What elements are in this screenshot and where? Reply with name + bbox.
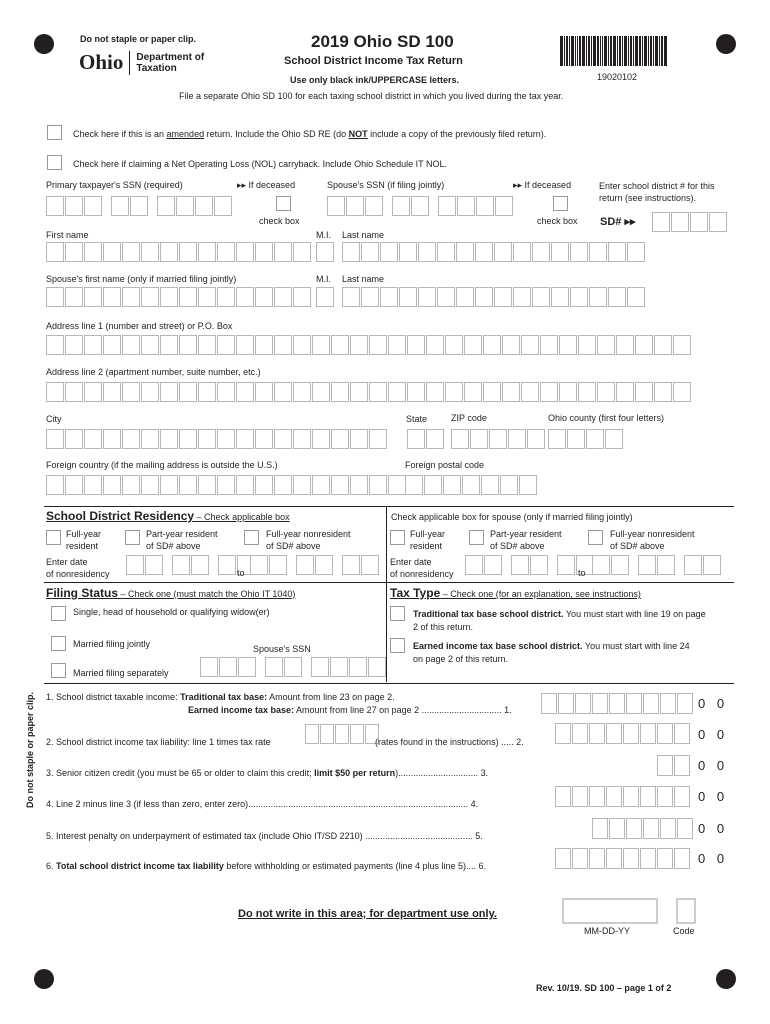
spouse-ssn-mfs-field[interactable] [200, 657, 387, 677]
line6-amount[interactable] [555, 848, 691, 869]
nonresidency-date-to[interactable] [250, 555, 380, 575]
amended-label: Check here if this is an amended return. Include the Ohio SD RE (do NOT include a copy of the previously filed return). [73, 129, 547, 139]
registration-dot-top-right [716, 34, 736, 54]
line4-amount[interactable] [555, 786, 691, 807]
mi-field[interactable] [316, 242, 335, 262]
county-label: Ohio county (first four letters) [548, 413, 665, 423]
nol-checkbox[interactable] [47, 155, 62, 170]
married-separately-checkbox[interactable] [51, 663, 66, 678]
last-name-label: Last name [342, 230, 385, 240]
full-year-nonresident-checkbox[interactable] [244, 530, 259, 545]
check-box-label: check box [259, 216, 300, 226]
address1-label: Address line 1 (number and street) or P.O. Box [46, 321, 233, 331]
zip-field[interactable] [451, 429, 546, 449]
spouse-ssn-mfs-label: Spouse's SSN [253, 644, 311, 654]
staple-note: Do not staple or paper clip. [80, 34, 197, 44]
deceased-spouse-checkbox[interactable] [553, 196, 568, 211]
part-year-resident-label: Part-year resident of SD# above [146, 529, 218, 551]
traditional-tax-base-label: Traditional tax base school district. You must start with line 19 on page 2 of this return. [413, 609, 706, 632]
line1-cents: 0 0 [698, 696, 729, 711]
tax-rate-field[interactable] [305, 724, 380, 744]
department-date-box [562, 898, 658, 924]
check-box-spouse-label: check box [537, 216, 578, 226]
file-note: File a separate Ohio SD 100 for each taxing school district in which you lived during the tax year. [179, 91, 564, 101]
revision-note: Rev. 10/19. SD 100 – page 1 of 2 [536, 983, 672, 993]
line1-label: 1. School district taxable income: Traditional tax base: Amount from line 23 on page 2. Earned income tax base: Amount from line 27 on page 2 ................................ 1. [46, 692, 512, 715]
city-label: City [46, 414, 62, 424]
section-divider [44, 506, 734, 507]
tax-type-title: Tax Type – Check one (for an explanation, see instructions) [390, 586, 641, 600]
department-use-note: Do not write in this area; for department use only. [238, 908, 497, 920]
zip-label: ZIP code [451, 413, 487, 423]
line1-amount[interactable] [541, 693, 694, 714]
ohio-logo [79, 50, 204, 75]
line5-amount[interactable] [592, 818, 694, 839]
ink-note: Use only black ink/UPPERCASE letters. [290, 75, 460, 85]
line6-label: 6. Total school district income tax liability before withholding or estimated payments (line 4 plus line 5).... 6. [46, 861, 487, 871]
state-label: State [406, 414, 428, 424]
residency-spouse-note: Check applicable box for spouse (only if married filing jointly) [391, 512, 633, 522]
barcode [560, 36, 668, 66]
spouse-last-name-label: Last name [342, 274, 385, 284]
registration-dot-bottom-left [34, 969, 54, 989]
residency-title: School District Residency – Check applicable box [46, 509, 290, 523]
traditional-tax-base-checkbox[interactable] [390, 606, 405, 621]
line4-cents: 0 0 [698, 789, 729, 804]
earned-income-tax-base-label: Earned income tax base school district. You must start with line 24 on page 2 of this return. [413, 641, 690, 664]
side-staple-note: Do not staple or paper clip. [25, 691, 36, 809]
spouse-last-name-field[interactable] [342, 287, 646, 307]
filing-status-title: Filing Status – Check one (must match the Ohio IT 1040) [46, 586, 296, 600]
foreign-postal-field[interactable] [405, 475, 538, 495]
section-divider-2 [44, 582, 734, 583]
earned-income-tax-base-checkbox[interactable] [390, 638, 405, 653]
date-format-label: MM-DD-YY [584, 926, 630, 936]
line4-label: 4. Line 2 minus line 3 (if less than zero, enter zero)........................................................................................ 4. [46, 799, 479, 809]
line3-cents: 0 0 [698, 758, 729, 773]
section-divider-3 [44, 683, 734, 684]
logo-divider [129, 51, 130, 75]
spouse-nonresidency-date-from[interactable] [465, 555, 595, 575]
spouse-first-name-field[interactable] [46, 287, 312, 307]
married-jointly-checkbox[interactable] [51, 636, 66, 651]
registration-dot-bottom-right [716, 969, 736, 989]
spouse-ssn-field[interactable] [327, 196, 514, 216]
spouse-full-year-resident-checkbox[interactable] [390, 530, 405, 545]
form-number: 19020102 [597, 72, 638, 82]
single-label: Single, head of household or qualifying widow(er) [73, 607, 270, 617]
department-name: Department of Taxation [136, 51, 205, 74]
single-checkbox[interactable] [51, 606, 66, 621]
line2-amount[interactable] [555, 723, 691, 744]
spouse-to-label: to [578, 568, 586, 578]
line5-cents: 0 0 [698, 821, 729, 836]
school-district-note: Enter school district # for this return (see instructions). [599, 181, 715, 203]
if-deceased-spouse-label: ▸▸ If deceased [513, 180, 572, 190]
primary-ssn-label: Primary taxpayer's SSN (required) [46, 180, 183, 190]
full-year-resident-label: Full-year resident [66, 529, 102, 551]
nol-label: Check here if claiming a Net Operating Loss (NOL) carryback. Include Ohio Schedule IT NOL. [73, 159, 448, 169]
deceased-checkbox[interactable] [276, 196, 291, 211]
line2-label: 2. School district income tax liability: line 1 times tax rate [46, 737, 271, 747]
spouse-full-year-nonresident-checkbox[interactable] [588, 530, 603, 545]
line2-cents: 0 0 [698, 727, 729, 742]
part-year-resident-checkbox[interactable] [125, 530, 140, 545]
full-year-resident-checkbox[interactable] [46, 530, 61, 545]
married-separately-label: Married filing separately [73, 668, 169, 678]
city-field[interactable] [46, 429, 388, 449]
registration-dot-top-left [34, 34, 54, 54]
line2-rate-note: (rates found in the instructions) ..... 2. [375, 737, 524, 747]
spouse-nonresidency-date-to[interactable] [592, 555, 722, 575]
primary-ssn-field[interactable] [46, 196, 233, 216]
form-subtitle: School District Income Tax Return [284, 55, 463, 67]
spouse-nonresidency-date-label: Enter date of nonresidency [390, 557, 454, 579]
spouse-full-year-resident-label: Full-year resident [410, 529, 446, 551]
county-field[interactable] [548, 429, 624, 449]
spouse-part-year-resident-label: Part-year resident of SD# above [490, 529, 562, 551]
first-name-label: First name [46, 230, 89, 240]
address1-field[interactable] [46, 335, 692, 355]
spouse-mi-label: M.I. [316, 274, 331, 284]
state-field[interactable] [407, 429, 445, 449]
foreign-postal-label: Foreign postal code [405, 460, 485, 470]
line5-label: 5. Interest penalty on underpayment of estimated tax (include Ohio IT/SD 2210) ........................................... 5. [46, 831, 483, 841]
spouse-first-name-label: Spouse's first name (only if married filing jointly) [46, 274, 237, 284]
spouse-mi-field[interactable] [316, 287, 335, 307]
spouse-part-year-resident-checkbox[interactable] [469, 530, 484, 545]
line3-label: 3. Senior citizen credit (you must be 65 or older to claim this credit; limit $50 per return)................................ 3. [46, 768, 489, 778]
foreign-country-label: Foreign country (if the mailing address is outside the U.S.) [46, 460, 278, 470]
nonresidency-date-label: Enter date of nonresidency [46, 557, 110, 579]
address2-field[interactable] [46, 382, 692, 402]
address2-label: Address line 2 (apartment number, suite number, etc.) [46, 367, 261, 377]
spouse-full-year-nonresident-label: Full-year nonresident of SD# above [610, 529, 695, 551]
amended-checkbox[interactable] [47, 125, 62, 140]
mi-label: M.I. [316, 230, 331, 240]
last-name-field[interactable] [342, 242, 646, 262]
department-code-box [676, 898, 696, 924]
line3-amount[interactable] [657, 755, 691, 776]
foreign-country-field[interactable] [46, 475, 407, 495]
spouse-ssn-label: Spouse's SSN (if filing jointly) [327, 180, 445, 190]
code-label: Code [673, 926, 695, 936]
sd-number-label: SD# ▸▸ [600, 216, 636, 228]
married-jointly-label: Married filing jointly [73, 639, 151, 649]
to-label: to [237, 568, 245, 578]
ohio-logo-text: Ohio [79, 50, 124, 74]
if-deceased-label: ▸▸ If deceased [237, 180, 296, 190]
first-name-field[interactable] [46, 242, 312, 262]
sd-number-field[interactable] [652, 212, 728, 232]
full-year-nonresident-label: Full-year nonresident of SD# above [266, 529, 351, 551]
line6-cents: 0 0 [698, 851, 729, 866]
form-title: 2019 Ohio SD 100 [311, 32, 454, 51]
